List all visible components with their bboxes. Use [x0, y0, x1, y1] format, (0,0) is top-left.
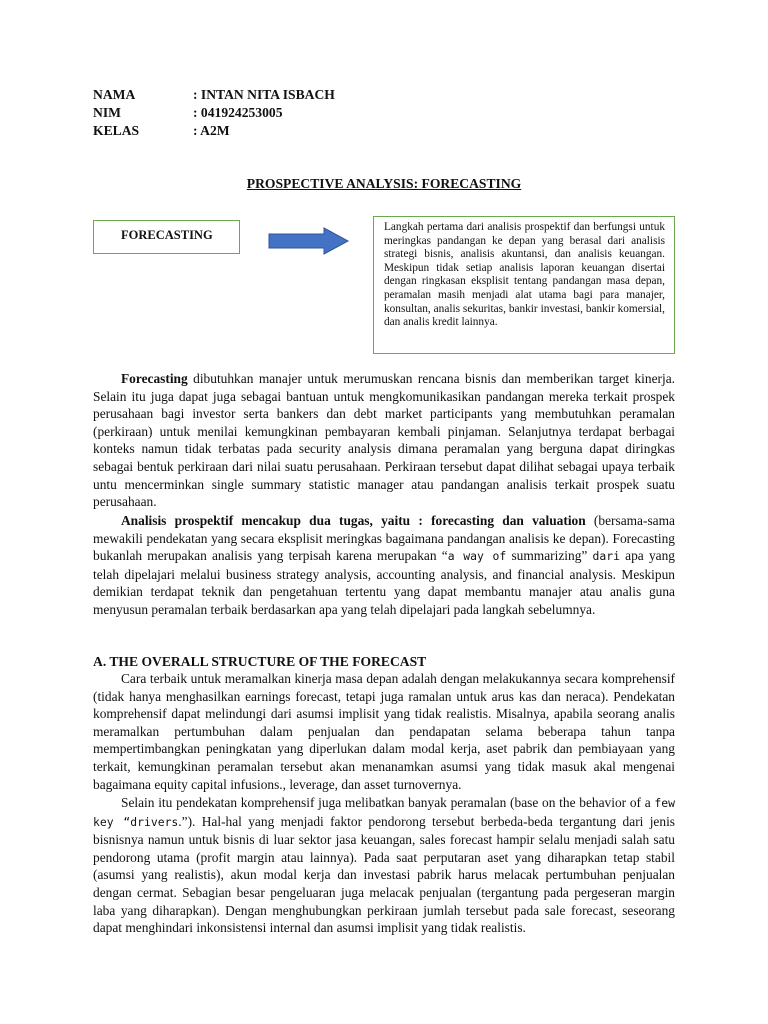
forecasting-box — [93, 220, 240, 254]
paragraph-comprehensive-approach — [93, 794, 675, 937]
paragraph-1-lead: Forecasting — [121, 371, 188, 386]
forecasting-description: Langkah pertama dari analisis prospektif dan berfungsi untuk meringkas pandangan ke depan yang berasal dari analisis strategi bisnis, analisis akuntansi, dan analisis keuangan. Meskipun tidak setiap analisis laporan keuangan disertai dengan ringkasan eksplisit tentang pandangan masa depan, peramalan masih menjadi alat utama bagi para manajer, konsultan, analis sekuritas, bankir investasi, bankir komersial, dan analis kredit lainnya. — [384, 221, 665, 329]
paragraph-forecasting — [93, 370, 675, 511]
paragraph-1-text: dibutuhkan manajer untuk merumuskan rencana bisnis dan memberikan target kinerja. Selain itu juga dapat juga sebagai bantuan untuk mengkomunikasikan pandangan mereka terkait prospek perusahaan bagi investor serta bankers dan debt market participants yang membutuhkan peramalan (perkiraan) untuk menilai kemungkinan pembayaran kembali pinjaman. Selanjutnya terdapat berbagai konteks namun tidak terbatas pada security analysis dimana peramalan yang berguna dapat diringkas sebagai bentuk perkiraan dari nilai suatu perusahaan. Perkiraan tersebut dapat dilihat sebagai upaya terbaik untu mencerminkan single summary statistic manager atau pandangan analisis terkait prospek suatu perusahaan. — [93, 371, 675, 510]
forecasting-box-label: FORECASTING — [121, 228, 213, 242]
paragraph-2-text-b: summarizing” — [506, 548, 593, 564]
name-row — [93, 86, 335, 104]
section-heading-a: A. THE OVERALL STRUCTURE OF THE FORECAST — [93, 654, 427, 669]
nim-label: NIM — [93, 105, 121, 120]
paragraph-2-mono-b: dari — [592, 549, 620, 564]
document-title: PROSPECTIVE ANALYSIS: FORECASTING — [246, 176, 522, 191]
forecasting-description-box — [373, 216, 675, 354]
paragraph-2-text-a: (bersama-sama mewakili pendekatan yang secara eksplisit meringkas bagaimana pandangan analisis ke depan). Forecasting bukanlah merupakan analisis yang terpisah karena merupakan “ — [93, 513, 675, 564]
paragraph-4-text-a: Selain itu pendekatan komprehensif juga melibatkan banyak peramalan (base on the behavior of a — [121, 795, 655, 810]
paragraph-4-text-b: .”). Hal-hal yang menjadi faktor pendorong tersebut berbeda-beda tergantung dari jenis bisnisnya namun untuk bisnis di luar sektor jasa keuangan, sales forecast hampir selalu menjadi salah satu pendorong utama (profit margin atau lainnya). Pada saat perputaran aset yang diharapkan tetap stabil (asumsi yang realistis), akun modal kerja dan investasi pabrik harus melacak pertumbuhan penjualan dengan cermat. Sebagian besar pengeluaran juga melacak penjualan (tergantung pada pergeseran margin laba yang diharapkan). Dengan menghubungkan perkiraan jumlah tersebut pada sale forecast, seseorang dapat menghindari inkonsistensi internal dan asumsi implisit yang tidak realistis. — [93, 813, 676, 936]
paragraph-prospective-analysis — [93, 512, 675, 619]
paragraph-2-text-c: apa yang telah dipelajari melalui business strategy analysis, accounting analysis, and financial analysis. Meskipun demikian terdapat teknik dan pengetahuan tertentu yang dapat membantu manajer atau analis guna menyusun peramalan terbaik berdasarkan apa yang telah dipelajari pada langkah sebelumnya. — [93, 548, 675, 617]
class-label: KELAS — [93, 123, 140, 138]
paragraph-2-lead: Analisis prospektif mencakup dua tugas, yaitu : forecasting dan valuation — [121, 513, 586, 528]
name-label: NAMA — [93, 87, 136, 102]
paragraph-3-text: Cara terbaik untuk meramalkan kinerja masa depan adalah dengan melakukannya secara komprehensif (tidak hanya menghasilkan earnings forecast, tetapi juga ramalan untuk arus kas dan neraca). Pendekatan komprehensif dapat melindungi dari asumsi implisit yang tidak realistis. Misalnya, apabila seorang analis meramalkan pertumbuhan dalam penjualan dan pendapatan selama beberapa tahun tanpa mempertimbangkan peningkatan yang diperlukan dalam modal kerja, aset pabrik dan pembiayaan yang terkait, kemungkinan peramalan tersebut akan menanamkan asumsi yang tidak masuk akal mengenai bagaimana equity capital infusions., leverage, dan asset turnovernya. — [93, 671, 675, 792]
class-value: : A2M — [193, 123, 230, 138]
paragraph-4-mono-a: few key “drivers — [93, 796, 675, 829]
right-arrow-icon — [268, 227, 350, 255]
name-value: : INTAN NITA ISBACH — [193, 87, 335, 102]
paragraph-2-mono-a: a way of — [447, 549, 507, 564]
nim-row — [93, 104, 283, 122]
class-row — [93, 122, 230, 140]
nim-value: : 041924253005 — [193, 105, 283, 120]
paragraph-overall-structure — [93, 670, 675, 793]
